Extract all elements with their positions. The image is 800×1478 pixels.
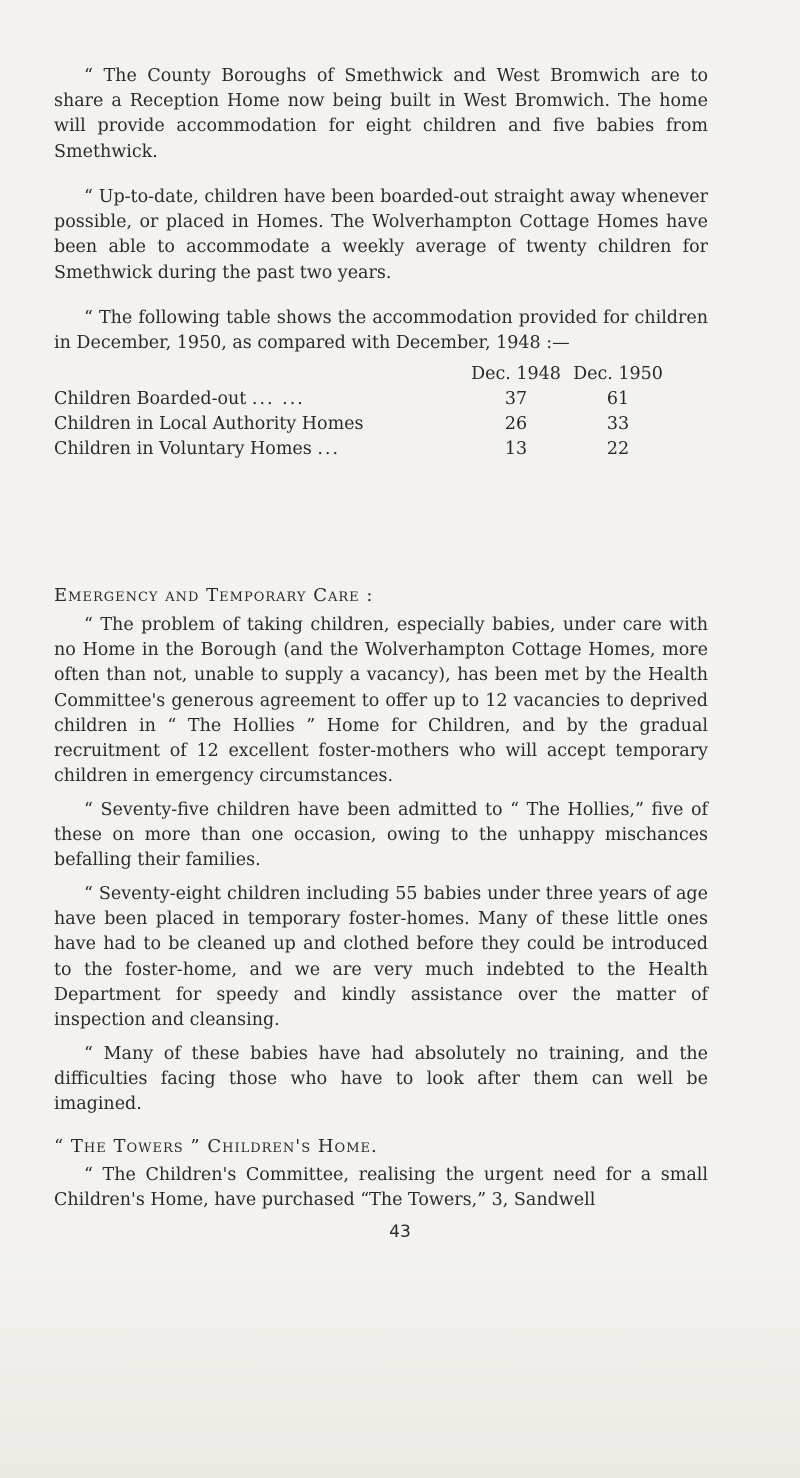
heading-emergency-care: Emergency and Temporary Care : [54, 585, 374, 606]
heading-towers-home: “ The Towers ” Children's Home. [54, 1136, 378, 1157]
table-row [54, 437, 666, 462]
page-bottom-area [0, 1250, 800, 1478]
dot-leader: ... [317, 439, 341, 459]
column-header-1950: Dec. 1950 [573, 364, 663, 384]
row-label-cell [54, 437, 462, 462]
value-1948: 13 [504, 439, 528, 459]
paragraph-foster-homes: “ Seventy-eight children including 55 babies under three years of age have been placed in temporary foster-homes. Many of these little ones have had to be cleaned up and clothed before they could be introduced to the foster-home, and we are very much indebted to the Health Department for speedy and kindly assistance over the matter of inspection and cleansing. [54, 884, 708, 1031]
page-number: 43 [389, 1222, 411, 1242]
value-1950: 33 [606, 414, 630, 434]
accommodation-table [54, 362, 666, 462]
paragraph-table-intro: “ The following table shows the accommodation provided for children in December, 1950, as compared with December, 1948 :— [54, 308, 708, 354]
paragraph-hollies-admissions: “ Seventy-five children have been admitted to “ The Hollies,” five of these on more than one occasion, owing to the unhappy mischances befalling their families. [54, 800, 708, 871]
paragraph-reception-home: “ The County Boroughs of Smethwick and West Bromwich are to share a Reception Home now being built in West Bromwich. The home will provide accommodation for eight children and five babies from Smethwick. [54, 66, 708, 162]
paragraph-problem: “ The problem of taking children, especially babies, under care with no Home in the Borough (and the Wolverhampton Cottage Homes, more often than not, unable to supply a vacancy), has been met by the Health Committee's generous agreement to offer up to 12 vacancies to deprived children in “ The Hollies ” Home for Children, and by the gradual recruitment of 12 excellent foster-mothers who will accept temporary children in emergency circumstances. [54, 615, 708, 787]
row-label-cell [54, 412, 462, 437]
row-label-cell [54, 387, 462, 412]
paragraph-towers-purchase: “ The Children's Committee, realising the urgent need for a small Children's Home, have purchased “The Towers,” 3, Sandwell [54, 1165, 708, 1211]
row-label: Children in Voluntary Homes [54, 439, 312, 459]
value-1948: 26 [504, 414, 528, 434]
table-row [54, 387, 666, 412]
paragraph-training: “ Many of these babies have had absolutely no training, and the difficulties facing those who have to look after them can well be imagined. [54, 1044, 708, 1115]
column-header-1948: Dec. 1948 [471, 364, 561, 384]
value-1948: 37 [504, 389, 528, 409]
table-row [54, 412, 666, 437]
value-1950: 61 [606, 389, 630, 409]
table-header-row [54, 362, 666, 387]
value-1950: 22 [606, 439, 630, 459]
table-header-blank [54, 362, 462, 387]
dot-leader: ... ... [251, 389, 305, 409]
paragraph-boarded-out: “ Up-to-date, children have been boarded-out straight away whenever possible, or placed in Homes. The Wolverhampton Cottage Homes have been able to accommodate a weekly average of twenty children for Smethwick during the past two years. [54, 187, 708, 283]
row-label: Children Boarded-out [54, 389, 247, 409]
row-label: Children in Local Authority Homes [54, 414, 364, 434]
